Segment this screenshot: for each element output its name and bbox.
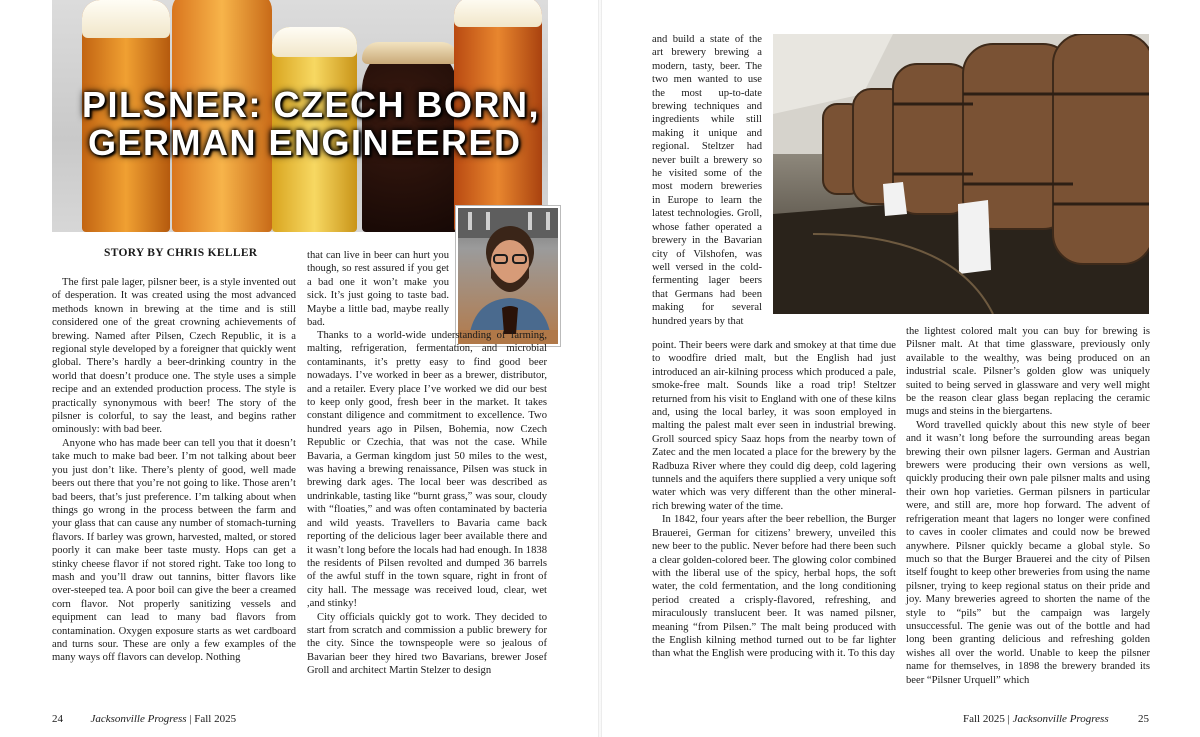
paragraph: that can live in beer can hurt you though, so rest assured if you get a bad one it won’t make you sick. It’s just going to taste bad. Maybe a little bad, maybe really bad. [307, 250, 449, 329]
publication-name: Jacksonville Progress [90, 713, 187, 725]
column-3 [652, 339, 896, 661]
column-3-top [652, 33, 762, 328]
column-1 [52, 276, 296, 665]
paragraph: and build a state of the art brewery brewing a modern, tasty, beer. The two men wanted to use the most up-to-date brewing techniques and ingredients while still making it unique and regional. Steltzer had never built a brewery so he visited some of the most modern breweries in Europe to learn the latest technologies. Groll, whose father operated a brewery in the Bavarian city of Vilshofen, was well versed in the cold-fermenting lager beers that Germans had been making for several hundred years by that [652, 34, 762, 327]
issue: | Fall 2025 [186, 713, 237, 725]
paragraph: point. Their beers were dark and smokey at that time due to woodfire dried malt, but the English had just introduced an air-kilning process which produced a pale, smoke-free malt. Sounds like a road trip! Steltzer returned from his visit to England with one of these kilns and, using the local barley, it was soon employed in malting the palest malt ever seen in industrial brewing. Groll sourced spicy Saaz hops from the nearby town of Zatec and the men located a place for the brewery by the Radbuza River where they could dig deep, cold lagering tunnels and the aquifers there supplied a very unique soft water which was very different than the other mineral-rich brewing water of the time. [652, 340, 896, 512]
right-folio [963, 713, 1109, 725]
column-4 [906, 325, 1150, 687]
paragraph: the lightest colored malt you can buy for brewing is Pilsner malt. At that time glassware, previously only available to the wealthy, was being produced on an industrial scale. Pilsner’s golden glow was uniquely suited to being served in glassware and very well might be the reason clear glass began replacing the ceramic mugs and steins in the biergartens. [906, 326, 1150, 418]
publication-name: Jacksonville Progress [1012, 713, 1109, 725]
page-number: 25 [1138, 713, 1149, 725]
left-folio [52, 713, 236, 725]
article-title-line2: GERMAN ENGINEERED [88, 122, 522, 163]
paragraph: Anyone who has made beer can tell you that it doesn’t take much to make bad beer. I’m not talking about beer you just don’t like. There’s plenty of good, well made beers out there that you’re not going to like. Those aren’t bad beers, that’s just preference. I’m talking about when things go wrong in the process between the farm and your glass that can cause any number of stomach-turning flavors. If barley was grown, harvested, malted, or stored poorly it can make beer taste musty. Hops can get a stinky cheese flavor if not stored right. Take too long to mash and you’ll draw out tannins, bitter flavors like over-steeped tea. A poor boil can give the beer a creamed corn flavor. Not properly sanitizing vessels and equipment can lead to many bad flavors from contamination. Oxygen exposure starts as wet cardboard and turns sour. These are only a few examples of the many ways off flavors can develop. Nothing [52, 437, 296, 664]
paragraph: The first pale lager, pilsner beer, is a style invented out of desperation. It was created using the most advanced methods known in brewing at the time and is still considered one of the great crowning achievements of brewing. Named after Pilsen, Czech Republic, it is a regional style developed by a foreigner that quickly went global. There’s hardly a beer-drinking country in the world that doesn’t produce one. The style uses a simple recipe and an extended production process. The style is practically synonymous with beer! The story of the pilsner is colorful, to say the least, and begins rather ominously: with bad beer. [52, 277, 296, 436]
column-2-top [307, 249, 449, 329]
paragraph: Thanks to a world-wide understanding of farming, malting, refrigeration, fermentation, and microbial contaminants, it’s pretty easy to find good beer nowadays. I’ve worked in beer as a brewer, distributor, and a retailer. Every place I’ve worked we did our best to keep only good, fresh beer in the market. It takes constant diligence and commitment to excellence. Two hundred years ago in Pilsen, Bohemia, now Czech Republic or Czechia, that was not the case. While Bavaria, a German kingdom just 50 miles to the west, was having a brewing renaissance, Pilsen was stuck in brewing dark ages. The local beer was described as undrinkable, tasting like “burnt grass,” was sour, cloudy with “floaties,” and was often contaminated by bacteria and wild yeasts. Travellers to Bavaria came back reporting of the delicious lager beer available there and it wasn’t long before the locals had had enough. In 1838 the residents of Pilsen revolted and dumped 36 barrels of the awful stuff in the town square, right in front of city hall. The message was received loud, clear, wet ,and stinky! [307, 330, 547, 610]
author-portrait-photo [456, 206, 560, 346]
paragraph: City officials quickly got to work. They decided to start from scratch and commission a public brewery for the city. Since the townspeople were so jealous of Bavarian beer they hired two Bavarians, brewer Josef Groll and architect Martin Stelzer to design [307, 611, 547, 677]
right-page-number-wrap [1138, 713, 1149, 725]
wooden-barrels-photo [773, 34, 1149, 314]
paragraph: In 1842, four years after the beer rebellion, the Burger Brauerei, German for citizens’ brewery, unveiled this new beer to the public. Never before had there been such a clear golden-colored beer. The glowing color combined with the liberal use of the spicy, herbal hops, the soft water, the cold fermentation, and the long conditioning period created a crisply-flavored, refreshing, and miraculously translucent beer. It was named pilsner, meaning “from Pilsen.” The malt being produced with the English kilning method turned out to be far lighter than what the English were producing with it. To this day [652, 514, 896, 660]
article-title-line1: PILSNER: CZECH BORN, [82, 84, 541, 125]
right-page [600, 0, 1200, 737]
barrels-icon [773, 34, 1149, 314]
issue: Fall 2025 | [963, 713, 1013, 725]
column-2 [307, 329, 547, 678]
beer-glasses-photo [52, 0, 548, 232]
page-number: 24 [52, 713, 63, 725]
author-portrait-icon [458, 208, 560, 346]
byline: STORY BY CHRIS KELLER [104, 247, 258, 259]
paragraph: Word travelled quickly about this new style of beer and it wasn’t long before the surrounding areas began brewing their own pilsner lagers. German and Austrian brewers were producing their own versions as well, quickly producing their own pale pilsner malts and using their own hop varieties. German pilsners in particular were, and still are, more hop forward. The advent of refrigeration meant that lagers no longer were confined to caves in cooler climates and could now be brewed anywhere. Pilsner quickly became a global style. So much so that the Burger Brauerei and the city of Pilsen itself fought to keep other breweries from using the name pilsner, trying to keep regional status on their pride and joy. Many breweries agreed to shorten the name of the style to “pils” but the campaign was largely unsuccessful. The genie was out of the bottle and had long been granting delicious and refreshing golden wishes all over the world. Unable to keep the pilsner name for themselves, in 1898 the brewery branded its beer “Pilsner Urquell” which [906, 419, 1150, 686]
article-title [82, 86, 548, 162]
